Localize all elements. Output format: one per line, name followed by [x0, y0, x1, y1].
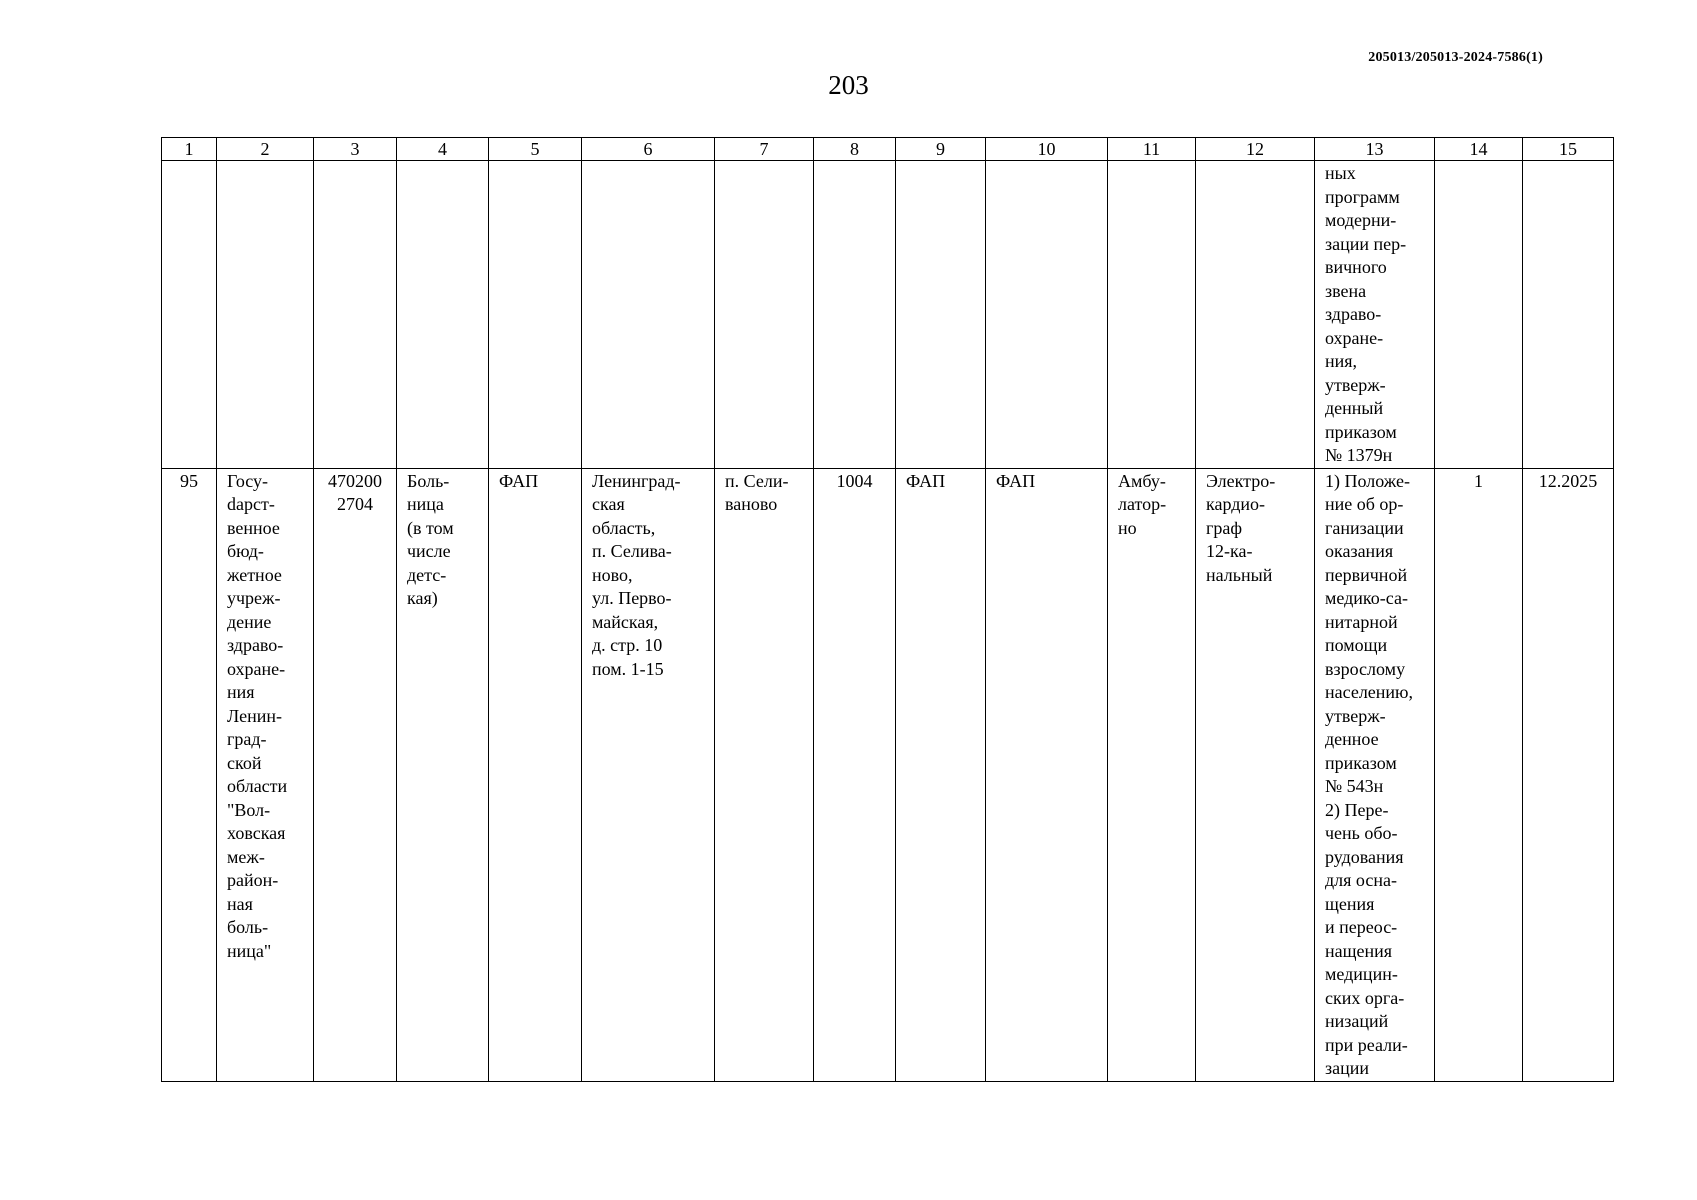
header-cell: 7 [715, 138, 814, 161]
table-cell [1196, 161, 1315, 469]
unit-type-cell: ФАП [489, 468, 582, 1081]
table-cell [814, 161, 896, 469]
header-cell: 10 [986, 138, 1108, 161]
header-cell: 11 [1108, 138, 1196, 161]
table-cell [1108, 161, 1196, 469]
table-cell [314, 161, 397, 469]
header-cell: 6 [582, 138, 715, 161]
unit-cell-9: ФАП [896, 468, 986, 1081]
unit-cell-10: ФАП [986, 468, 1108, 1081]
quantity-cell: 1 [1435, 468, 1523, 1081]
table-cell [582, 161, 715, 469]
address-cell: Ленинград- ская область, п. Селива- ново, ул. Перво- майская, д. стр. 10 пом. 1-15 [582, 468, 715, 1081]
table-cell [217, 161, 314, 469]
header-cell: 15 [1523, 138, 1614, 161]
table-row-continuation [162, 161, 1614, 469]
header-cell: 5 [489, 138, 582, 161]
table-cell [489, 161, 582, 469]
table-cell [162, 161, 217, 469]
header-cell: 4 [397, 138, 489, 161]
care-condition-cell: Амбу- латор- но [1108, 468, 1196, 1081]
header-cell: 9 [896, 138, 986, 161]
header-cell: 14 [1435, 138, 1523, 161]
header-cell: 13 [1315, 138, 1435, 161]
page-number: 203 [828, 70, 869, 100]
table-header-row [162, 138, 1614, 161]
locality-cell: п. Сели- ваново [715, 468, 814, 1081]
table-cell [1435, 161, 1523, 469]
header-cell: 2 [217, 138, 314, 161]
inn-cell: 470200 2704 [314, 468, 397, 1081]
table-cell [896, 161, 986, 469]
facility-type-cell: Боль- ница (в том числе детс- кая) [397, 468, 489, 1081]
table-row-95 [162, 468, 1614, 1081]
header-cell: 3 [314, 138, 397, 161]
table-cell [715, 161, 814, 469]
document-id: 205013/205013-2024-7586(1) [1368, 50, 1543, 65]
row-number-cell: 95 [162, 468, 217, 1081]
table-cell [986, 161, 1108, 469]
legal-basis-cell: 1) Положе- ние об ор- ганизации оказания первичной медико-са- нитарной помощи взрослому населению, утверж- денное приказом № 543н 2) Пере- чень обо- рудования для осна- щения и переос- нащения медицин- ских орга- низаций при реали- зации [1315, 468, 1435, 1081]
table-cell-legal-basis: ных программ модерни- зации пер- вичного звена здраво- охране- ния, утверж- денный приказом № 1379н [1315, 161, 1435, 469]
equipment-cell: Электро- кардио- граф 12-ка- нальный [1196, 468, 1315, 1081]
data-table [161, 137, 1614, 1082]
header-cell: 12 [1196, 138, 1315, 161]
date-cell: 12.2025 [1523, 468, 1614, 1081]
header-cell: 8 [814, 138, 896, 161]
population-cell: 1004 [814, 468, 896, 1081]
table-cell [1523, 161, 1614, 469]
header-cell: 1 [162, 138, 217, 161]
table-cell [397, 161, 489, 469]
organization-name-cell: Госу- dарст- венное бюд- жетное учреж- дение здраво- охране- ния Ленин- град- ской области "Вол- ховская меж- район- ная боль- ница" [217, 468, 314, 1081]
